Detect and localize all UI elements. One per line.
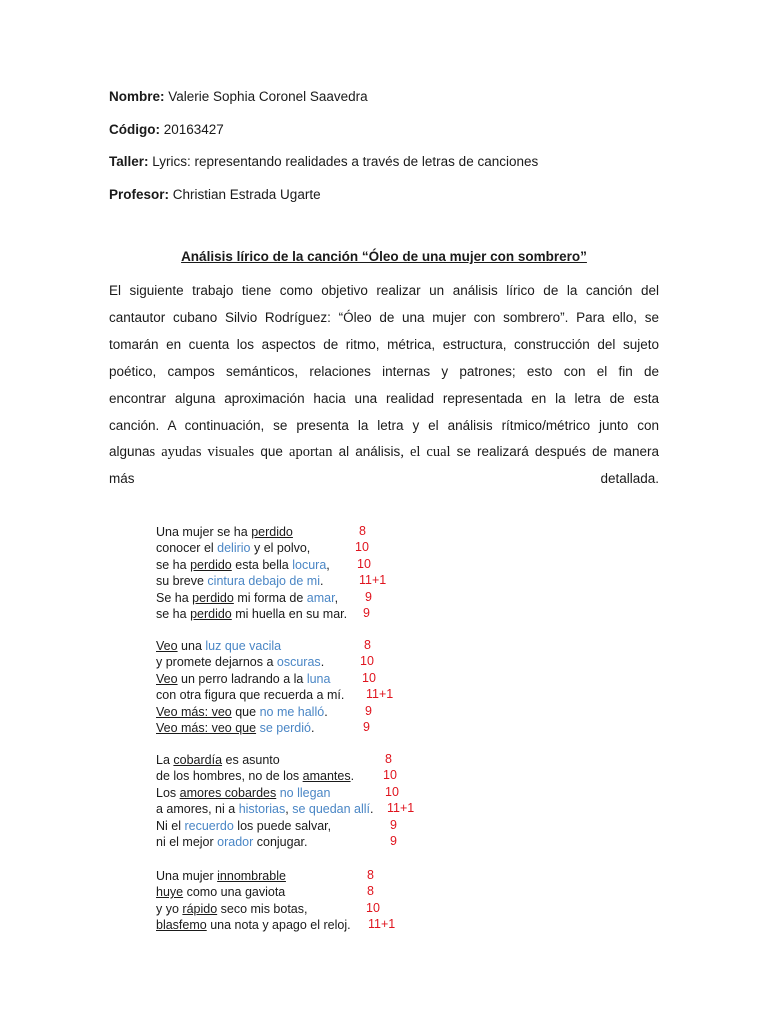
verse-line — [156, 687, 344, 703]
intro-last-left: más — [109, 471, 135, 486]
intro-line: tomarán en cuenta los aspectos de ritmo, métrica, estructura, construcción del sujeto — [109, 337, 659, 352]
syllable-count: 11+1 — [366, 687, 394, 702]
intro-last-right: detallada. — [600, 471, 659, 486]
syllable-count: 10 — [366, 900, 380, 915]
verse-text: de los hombres, no de los — [156, 769, 303, 784]
verse-line — [156, 884, 285, 900]
intro-fragment: aportan — [289, 444, 333, 460]
intro-line — [109, 444, 659, 461]
verse-line — [156, 606, 347, 622]
underlined-word: huye — [156, 885, 184, 900]
underlined-word: rápido — [182, 901, 218, 916]
verse-line — [156, 901, 307, 917]
verse-text: mi forma de — [233, 590, 307, 605]
verse-line — [156, 752, 280, 768]
verse-text: . — [320, 655, 325, 670]
verse-line — [156, 540, 310, 556]
highlighted-word: se quedan allí — [292, 802, 371, 817]
verse-text: como una gaviota — [183, 885, 286, 900]
syllable-count: 10 — [362, 670, 376, 685]
verse-text: conjugar. — [253, 835, 308, 849]
syllable-count: 8 — [364, 638, 371, 652]
syllable-count: 11+1 — [387, 801, 415, 816]
syllable-count: 11+1 — [368, 917, 396, 932]
highlighted-word: amar — [306, 590, 335, 605]
underlined-word: Veo — [156, 639, 178, 653]
intro-line: encontrar alguna aproximación hacia una realidad representada en la letra de esta — [109, 391, 659, 406]
nombre-value: Valerie Sophia Coronel Saavedra — [164, 89, 368, 104]
underlined-word: amores cobardes — [179, 785, 277, 800]
intro-fragment: se realizará después de manera — [456, 444, 660, 459]
verse-text: , — [285, 802, 293, 817]
verse-line — [156, 590, 338, 606]
verse-line — [156, 917, 351, 933]
profesor-label: Profesor: — [109, 187, 170, 202]
verse-text: una — [177, 639, 206, 653]
codigo-line — [109, 121, 224, 139]
verse-text: . — [350, 769, 355, 784]
syllable-count: 8 — [367, 884, 374, 899]
underlined-word: amantes — [302, 769, 351, 784]
verse-line — [156, 818, 331, 834]
verse-line — [156, 801, 374, 817]
syllable-count: 8 — [359, 524, 366, 538]
verse-text: y promete dejarnos a — [156, 655, 277, 670]
verse-line — [156, 720, 314, 736]
verse-text: que — [231, 704, 260, 719]
verse-line — [156, 834, 308, 850]
highlighted-word: orador — [217, 835, 254, 849]
verse-line — [156, 654, 324, 670]
profesor-line — [109, 186, 321, 204]
verse-line — [156, 785, 330, 801]
profesor-value: Christian Estrada Ugarte — [169, 187, 321, 202]
underlined-word: cobardía — [173, 753, 223, 767]
syllable-count: 9 — [365, 589, 372, 604]
highlighted-word: no llegan — [279, 785, 331, 800]
highlighted-word: no me halló — [259, 704, 325, 719]
underlined-word: perdido — [190, 607, 232, 621]
verse-text: y yo — [156, 901, 183, 916]
codigo-label: Código: — [109, 122, 160, 137]
verse-line — [156, 573, 323, 589]
underlined-word: Veo — [156, 671, 178, 686]
intro-line: cantautor cubano Silvio Rodríguez: “Óleo de una mujer con sombrero”. Para ello, se — [109, 310, 659, 325]
verse-text: es asunto — [222, 753, 280, 767]
intro-fragment: al análisis — [332, 444, 401, 459]
highlighted-word: cintura debajo de mi — [207, 574, 320, 589]
verse-text: Los — [156, 785, 180, 800]
underlined-word: perdido — [190, 557, 232, 572]
verse-text: La — [156, 753, 174, 767]
verse-text: Ni el — [156, 818, 185, 833]
underlined-word: perdido — [251, 525, 293, 539]
nombre-label: Nombre: — [109, 89, 165, 104]
verse-text: , — [334, 590, 339, 605]
verse-text: y el polvo, — [250, 541, 311, 556]
verse-text: , — [326, 557, 330, 572]
page-title: Análisis lírico de la canción “Óleo de una mujer con sombrero” — [181, 249, 587, 264]
verse-text: . — [311, 721, 315, 735]
syllable-count: 9 — [363, 720, 370, 734]
underlined-word: Veo más: veo — [156, 704, 232, 719]
syllable-count: 10 — [385, 784, 399, 799]
intro-fragment: alguna — [109, 444, 150, 459]
syllable-count: 10 — [355, 540, 369, 555]
verse-text: . — [320, 574, 324, 589]
highlighted-word: delirio — [217, 541, 251, 556]
syllable-count: 9 — [363, 606, 370, 620]
verse-text: conocer el — [156, 541, 218, 556]
highlighted-word: luna — [306, 671, 331, 686]
intro-line — [109, 471, 659, 486]
intro-fragment: que — [254, 444, 290, 459]
syllable-count: 9 — [365, 703, 372, 718]
highlighted-word: luz que vacila — [205, 639, 282, 653]
verse-text: ni el mejor — [156, 835, 218, 849]
codigo-value: 20163427 — [159, 122, 224, 137]
verse-line — [156, 768, 354, 784]
verse-text: a amores, ni a — [156, 802, 239, 817]
verse-text: su breve — [156, 574, 208, 589]
nombre-line — [109, 88, 368, 106]
verse-line — [156, 671, 330, 687]
intro-fragment: s ayudas visuales — [149, 444, 255, 460]
highlighted-word: oscuras — [276, 655, 321, 670]
verse-text: . — [370, 802, 374, 817]
syllable-count: 10 — [383, 768, 397, 783]
verse-text: seco mis botas, — [217, 901, 308, 916]
syllable-count: 9 — [390, 817, 397, 832]
verse-text: esta bella — [231, 557, 293, 572]
verse-line — [156, 704, 328, 720]
verse-text: mi huella en su mar. — [231, 607, 348, 621]
syllable-count: 8 — [385, 752, 392, 766]
underlined-word: blasfemo — [156, 918, 207, 933]
verse-text: con otra figura que recuerda a mí. — [156, 688, 345, 703]
taller-label: Taller: — [109, 154, 149, 169]
verse-text: se ha — [156, 607, 191, 621]
underlined-word: perdido — [192, 590, 234, 605]
taller-line — [109, 153, 538, 171]
verse-line — [156, 524, 293, 540]
syllable-count: 10 — [357, 556, 371, 571]
verse-text: una nota y apago el reloj. — [206, 918, 351, 933]
syllable-count: 9 — [390, 834, 397, 848]
intro-fragment: , el cual — [400, 444, 457, 460]
verse-text: Se ha — [156, 590, 193, 605]
verse-text: . — [324, 704, 328, 719]
syllable-count: 10 — [360, 654, 374, 669]
underlined-word: Veo más: veo que — [156, 721, 257, 735]
syllable-count: 8 — [367, 868, 374, 882]
highlighted-word: historias — [238, 802, 286, 817]
syllable-count: 11+1 — [359, 573, 387, 588]
verse-text: los puede salvar, — [233, 818, 332, 833]
highlighted-word: se perdió — [259, 721, 311, 735]
highlighted-word: recuerdo — [184, 818, 234, 833]
intro-line: El siguiente trabajo tiene como objetivo realizar un análisis lírico de la canción del — [109, 283, 659, 298]
verse-line — [156, 868, 286, 884]
verse-line — [156, 557, 330, 573]
intro-line: canción. A continuación, se presenta la letra y el análisis rítmico/métrico junto con — [109, 418, 659, 433]
highlighted-word: locura — [292, 557, 327, 572]
taller-value: Lyrics: representando realidades a través de letras de canciones — [148, 154, 539, 169]
verse-line — [156, 638, 281, 654]
verse-text: Una mujer se ha — [156, 525, 252, 539]
verse-text: Una mujer — [156, 869, 218, 883]
intro-line: poético, campos semánticos, relaciones internas y patrones; esto con el fin de — [109, 364, 659, 379]
underlined-word: innombrable — [217, 869, 286, 883]
verse-text: se ha — [156, 557, 191, 572]
verse-text: un perro ladrando a la — [177, 671, 307, 686]
